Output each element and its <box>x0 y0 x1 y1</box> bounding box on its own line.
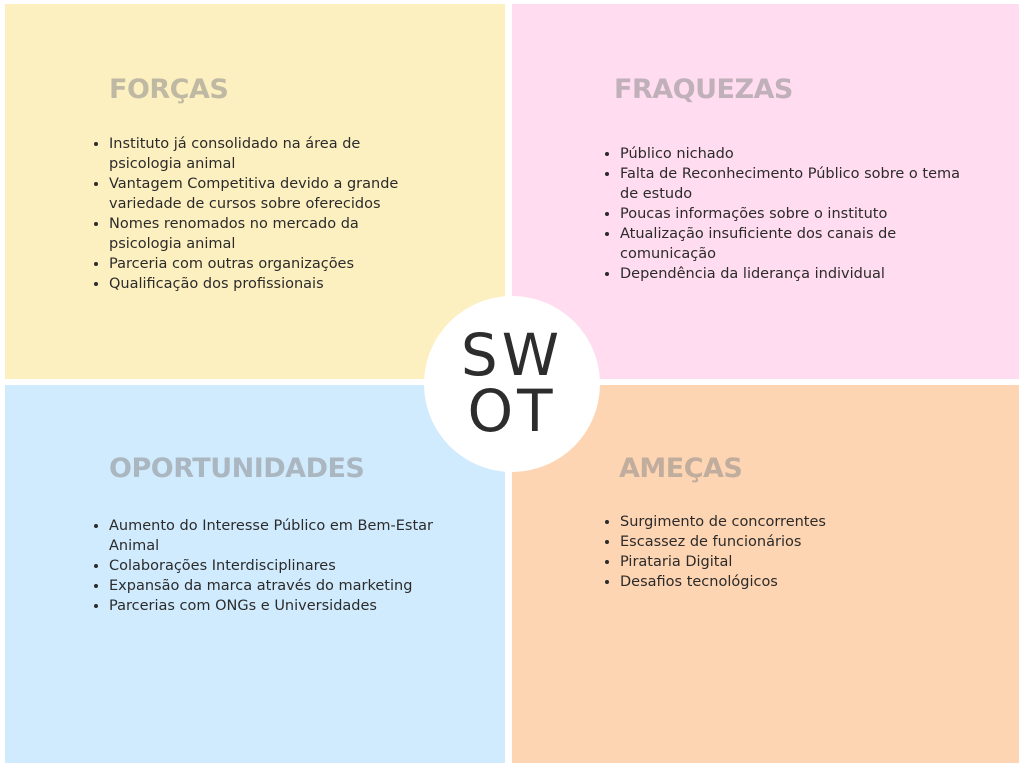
forcas-item: • Parceria com outras organizações <box>109 254 429 274</box>
oportunidades-item: • Aumento do Interesse Público em Bem-Estar Animal <box>109 516 449 556</box>
forcas-quadrant <box>5 4 505 379</box>
fraquezas-list <box>600 144 965 284</box>
fraquezas-item: • Público nichado <box>620 144 965 164</box>
oportunidades-item: • Parcerias com ONGs e Universidades <box>109 596 449 616</box>
ameacas-title: AMEÇAS <box>619 453 743 484</box>
oportunidades-item: • Expansão da marca através do marketing <box>109 576 449 596</box>
fraquezas-item: • Falta de Reconhecimento Público sobre o tema de estudo <box>620 164 965 204</box>
oportunidades-title: OPORTUNIDADES <box>109 453 365 484</box>
swot-label-line2: OT <box>467 377 557 445</box>
fraquezas-item: • Dependência da liderança individual <box>620 264 965 284</box>
forcas-item: • Vantagem Competitiva devido a grande variedade de cursos sobre oferecidos <box>109 174 429 214</box>
oportunidades-list <box>89 516 449 616</box>
forcas-item: • Nomes renomados no mercado da psicologia animal <box>109 214 429 254</box>
forcas-title: FORÇAS <box>109 74 229 105</box>
forcas-list <box>89 134 429 294</box>
fraquezas-item: • Atualização insuficiente dos canais de comunicação <box>620 224 965 264</box>
ameacas-quadrant <box>512 385 1019 763</box>
ameacas-item: • Pirataria Digital <box>620 552 940 572</box>
fraquezas-item: • Poucas informações sobre o instituto <box>620 204 965 224</box>
forcas-item: • Instituto já consolidado na área de psicologia animal <box>109 134 429 174</box>
swot-center-circle <box>424 296 600 472</box>
ameacas-item: • Desafios tecnológicos <box>620 572 940 592</box>
fraquezas-title: FRAQUEZAS <box>614 74 793 105</box>
oportunidades-item: • Colaborações Interdisciplinares <box>109 556 449 576</box>
ameacas-item: • Surgimento de concorrentes <box>620 512 940 532</box>
forcas-item: • Qualificação dos profissionais <box>109 274 429 294</box>
ameacas-item: • Escassez de funcionários <box>620 532 940 552</box>
ameacas-list <box>600 512 940 592</box>
oportunidades-quadrant <box>5 385 505 763</box>
swot-label-line1: SW <box>460 321 564 389</box>
fraquezas-quadrant <box>512 4 1019 379</box>
